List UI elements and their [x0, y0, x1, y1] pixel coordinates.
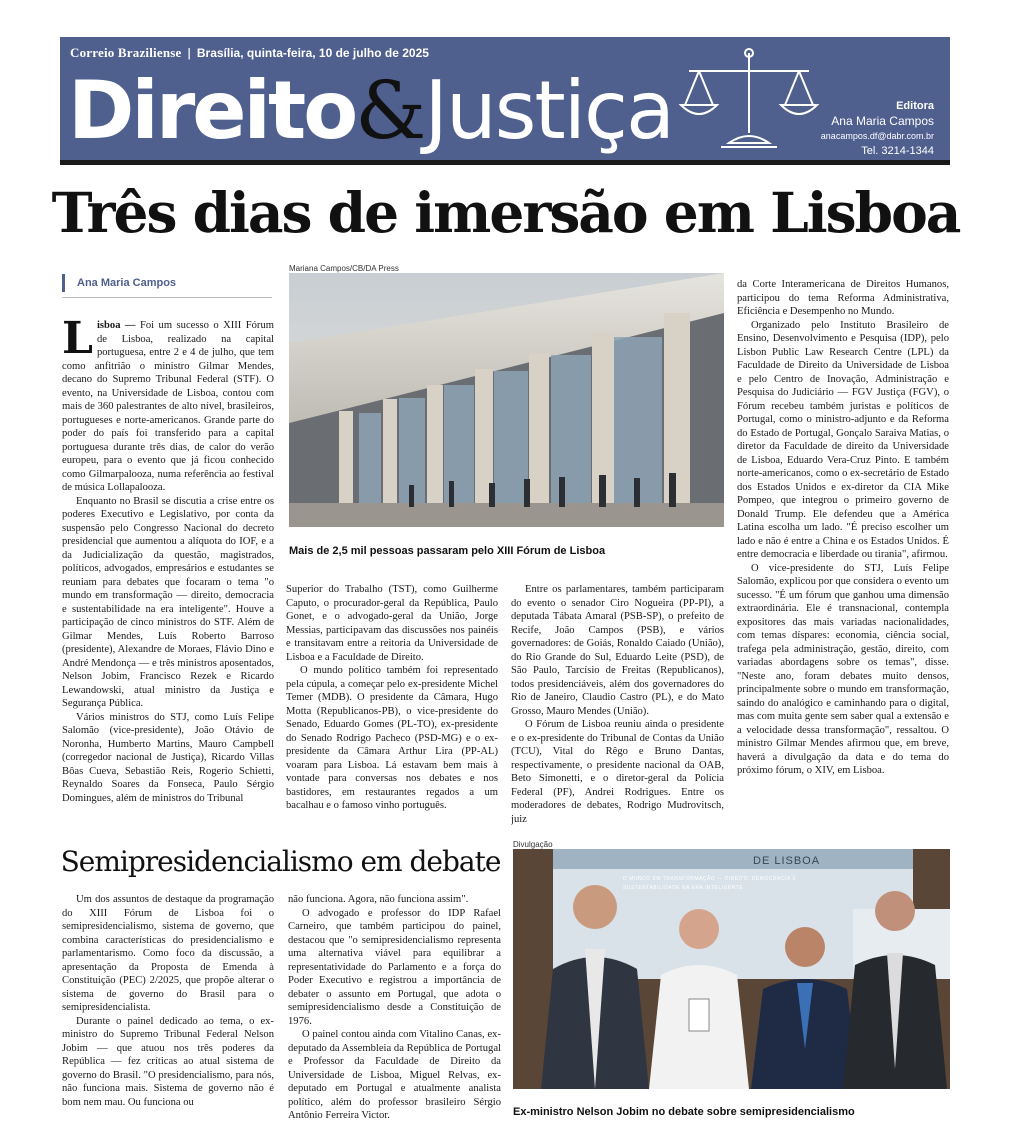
editor-email[interactable]: anacampos.df@dabr.com.br	[820, 131, 934, 141]
paragraph: da Corte Interamericana de Direitos Humanos, participou do tema Reforma Administrativa, Eficiência e Desempenho no Mundo.	[737, 279, 949, 317]
paragraph: O Fórum de Lisboa reuniu ainda o presidente e o ex-presidente do Tribunal de Contas da União (TCU), Vital do Rêgo e Bruno Dantas, respectivamente, o presidente nacional da OAB, Beto Simonetti, e o diretor-geral da Polícia Federal (PF), Andrei Rodrigues. Entre os moderadores de debates, Rodrigo Mudrovitsch, juiz	[511, 719, 724, 825]
byline-rule	[62, 297, 272, 298]
scales-of-justice-icon	[677, 43, 822, 155]
panelists-photo	[513, 849, 950, 1089]
paragraph: Enquanto no Brasil se discutia a crise entre os poderes Executivo e Legislativo, por conta da suspensão pelo Congresso Nacional do decreto presidencial que aumentou a alíquota do IOF, e a da Judicialização da questão, magistrados, políticos, advogados, empresários e estudantes se reuniam para debates que focaram o tema "o mundo em transformação — direito, democracia e sustentabilidade na era inteligente". Houve a participação de cinco ministros do STF. Além de Gilmar Mendes, Luís Roberto Barroso (presidente), Alexandre de Moraes, Flávio Dino e André Mendonça — e três ministros aposentados, Nelson Jobim, Francisco Rezek e Ricardo Lewandowski, atual ministro da Justiça e Segurança Pública.	[62, 495, 274, 709]
paragraph: O painel contou ainda com Vitalino Canas, ex-deputado da Assembleia da República de Portugal e Professor da Faculdade de Direito da Universidade de Lisboa, Miguel Relvas, ex-deputado em Portugal e atualmente analista político, além do professor brasileiro Sérgio Antônio Ferreira Victor.	[288, 1029, 501, 1121]
article-column-4	[737, 278, 949, 827]
section-title-justica: Justiça	[424, 64, 673, 157]
masthead-top-line	[70, 45, 429, 61]
banner-subtitle	[623, 875, 923, 893]
paragraph: O mundo político também foi representado pela cúpula, a começar pelo ex-presidente Michel Temer (MDB). O presidente da Câmara, Hugo Motta (Republicanos-PB), o vice-presidente do Senado, Eduardo Gomes (PL-TO), ex-presidente do Senado Rodrigo Pacheco (PSD-MG) e o ex-presidente da Câmara Arthur Lira (PP-AL) voaram para Lisboa. Lá estavam bem mais à vontade para conversas nos debates e nos bastidores, em restaurantes regados a um bacalhau e o famoso vinho português.	[286, 665, 498, 811]
second-story-column-1	[62, 893, 274, 1123]
byline: Ana Maria Campos	[62, 274, 287, 292]
paragraph: O vice-presidente do STJ, Luís Felipe Salomão, explicou por que considera o evento um sucesso. "É um fórum que ganhou uma dimensão extraordinária. Ele é transnacional, contempla expositores das mais variadas nacionalidades, com temas díspares: economia, ciência social, trafega pela administração, gestão, direito, com variadas abordagens sobre os temas", disse. "Neste ano, foram debates muito densos, principalmente sobre o mundo em transformação, saindo do analógico e caminhando para o digital, mas com muita gente sem saber qual a extensão e a velocidade dessa transformação", ressaltou. O ministro Gilmar Mendes afirmou que, em breve, haverá a divulgação da data e do tema do próximo fórum, o XIV, em Lisboa.	[737, 562, 949, 776]
banner-line: O MUNDO EM TRANSFORMAÇÃO — DIREITO, DEMOCRACIA E	[623, 876, 797, 882]
building-illustration	[289, 273, 724, 527]
photo-caption: Ex-ministro Nelson Jobim no debate sobre semipresidencialismo	[513, 1106, 855, 1118]
photo-caption: Mais de 2,5 mil pessoas passaram pelo XIII Fórum de Lisboa	[289, 545, 606, 557]
section-title-direito: Direito	[68, 64, 356, 157]
paragraph: O advogado e professor do IDP Rafael Carneiro, que também participou do painel, destacou que "o semipresidencialismo representa uma alternativa viável para equilibrar a representatividade do Parlamento e a força do Poder Executivo e registrou a importância de debater o assunto em Portugal, que adota o semipresidencialismo desde a Constituição de 1976.	[288, 907, 501, 1027]
paragraph: Vários ministros do STJ, como Luís Felipe Salomão (vice-presidente), João Otávio de Noronha, Humberto Martins, Mauro Campbell (corregedor nacional de Justiça), Ricardo Villas Bôas Cueva, Sebastião Reis, Rogerio Schietti, Reynaldo Soares da Fonseca, Paulo Sérgio Domingues, além de ministros do Tribunal	[62, 711, 274, 804]
article-column-1	[62, 319, 274, 827]
dateline: Brasília, quinta-feira, 10 de julho de 2025	[196, 46, 429, 60]
newspaper-brand: Correio Braziliense	[70, 45, 182, 60]
editor-role: Editora	[896, 100, 934, 112]
editor-name: Ana Maria Campos	[831, 114, 934, 128]
masthead-separator: |	[187, 46, 191, 60]
section-masthead	[60, 37, 950, 160]
drop-cap: L	[62, 319, 93, 364]
banner-title: DE LISBOA	[753, 855, 821, 867]
paragraph: Foi um sucesso o XIII Fórum de Lisboa, realizado na capital portuguesa, entre 2 e 4 de julho, que tem como anfitrião o ministro Gilmar Mendes, decano do Supremo Tribunal Federal (STF). O evento, na Universidade de Lisboa, contou com mais de 360 palestrantes de alto nível, brasileiros, portugueses e norte-americanos. Grande parte do poder do país foi transferido para a capital portuguesa durante três dias, de calor do verão europeu, para o evento que já ficou conhecido como Gilmarpalooza, numa referência ao festival de música Lollapalooza.	[62, 320, 274, 493]
article-column-3	[511, 583, 724, 827]
article-column-2	[286, 583, 498, 827]
main-headline: Três dias de imersão em Lisboa	[51, 180, 960, 245]
editor-box	[821, 99, 934, 159]
editor-phone: Tel. 3214-1344	[861, 145, 934, 157]
banner-line: SUSTENTABILIDADE NA ERA INTELIGENTE	[623, 885, 744, 891]
paragraph: Organizado pelo Instituto Brasileiro de Ensino, Desenvolvimento e Pesquisa (IDP), pelo Lisbon Public Law Research Centre (LPL) da Faculdade de Direito da Universidade de Lisboa e pelo Centro de Inovação, Administração e Pesquisa do Judiciário — FGV Justiça (FGV), o Fórum recebeu também juristas e políticos de Portugal, como o ministro-adjunto e da Reforma do Estado de Portugal, Gonçalo Saraiva Matias, o diretor da Faculdade de direito da Universidade de Lisboa, Eduardo Vera-Cruz Pinto. E também norte-americanos, como o ex-secretário de Estado dos Estados Unidos e ex-diretor da CIA Mike Pompeo, que integrou o primeiro governo de Donald Trump. Ele defendeu que a América Latina escolha um lado. "É preciso escolher um lado e não é entre a China e os Estados Unidos. É entre democracia e liberdade ou tirania", afirmou.	[737, 319, 949, 560]
photo-credit: Mariana Campos/CB/DA Press	[289, 264, 399, 273]
paragraph: Entre os parlamentares, também participaram do evento o senador Ciro Nogueira (PP-PI), a deputada Tábata Amaral (PSB-SP), o prefeito de Recife, João Campos (PSB), e vários governadores: de Goiás, Ronaldo Caiado (União), do Rio Grande do Sul, Eduardo Leite (PSD), de São Paulo, Tarcísio de Freitas (Republicanos), todos presidenciáveis, além dos governadores do Rio de Janeiro, Claudio Castro (PL), e do Mato Grosso, Mauro Mendes (União).	[511, 584, 724, 717]
forum-building-photo	[289, 273, 724, 527]
second-story-headline: Semipresidencialismo em debate	[60, 845, 501, 878]
masthead-rule	[60, 160, 950, 165]
lead-dateline: isboa —	[96, 320, 136, 331]
section-title-ampersand: &	[355, 64, 425, 157]
paragraph: não funciona. Agora, não funciona assim".	[288, 894, 469, 905]
photo-credit: Divulgação	[513, 840, 553, 849]
article-lead-paragraph	[62, 319, 274, 495]
second-story-column-2	[288, 893, 501, 1123]
paragraph: Um dos assuntos de destaque da programação do XIII Fórum de Lisboa foi o semipresidencialismo, sistema de governo, que combina características do presidencialismo e parlamentarismo. Como foco da discussão, a apresentação da Proposta de Emenda à Constituição (PEC) 2/2025, que propõe alterar o sistema de governo do Brasil para o semipresidencialista.	[62, 894, 274, 1013]
paragraph: Superior do Trabalho (TST), como Guilherme Caputo, o procurador-geral da República, Paulo Gonet, e o advogado-geral da União, Jorge Messias, participavam das discussões nos painéis e transitavam entre a reitoria da Universidade de Lisboa e a Faculdade de Direito.	[286, 584, 498, 663]
section-title	[68, 61, 673, 160]
paragraph: Durante o painel dedicado ao tema, o ex-ministro do Supremo Tribunal Federal Nelson Jobim — que atuou nos três poderes da República — fez críticas ao atual sistema de governo do Brasil. "O presidencialismo, para nós, não funciona mais. Sistema de governo não é bom nem mau. Ou funciona ou	[62, 1015, 274, 1108]
